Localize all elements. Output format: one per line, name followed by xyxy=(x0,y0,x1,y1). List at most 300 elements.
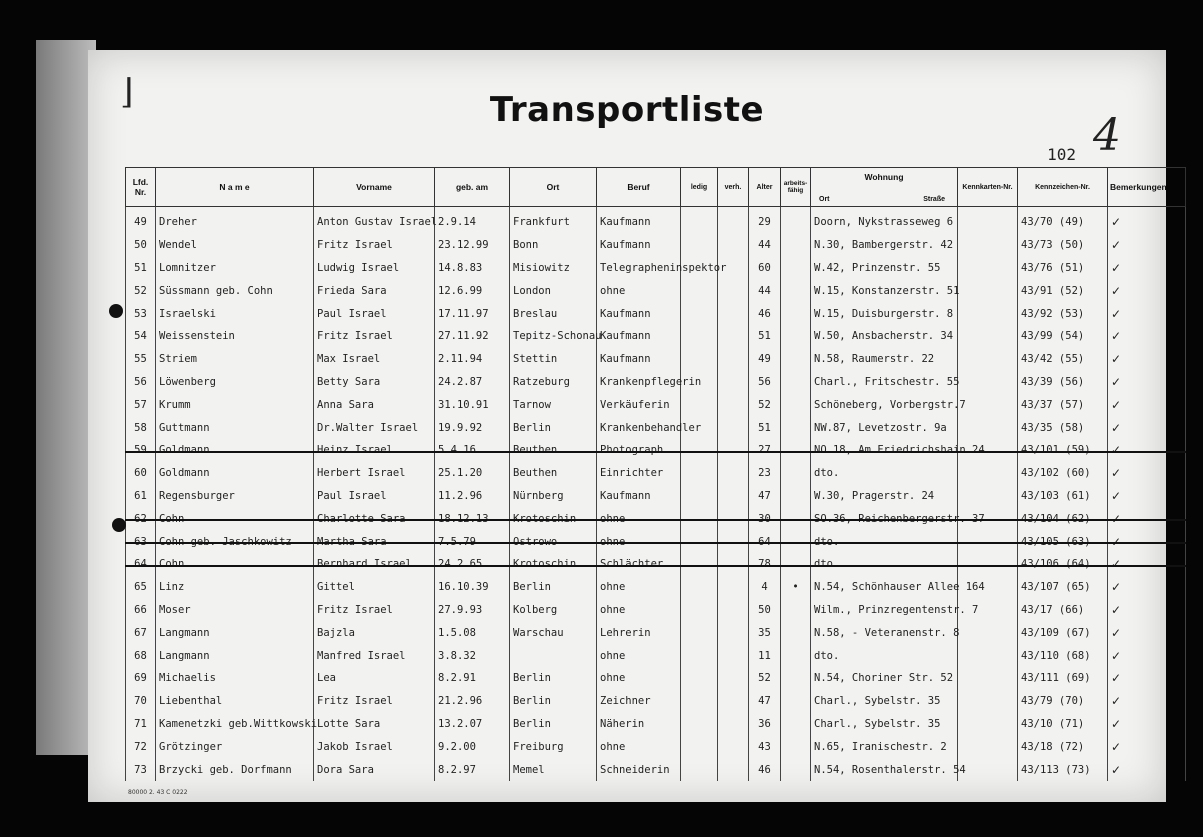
row-alter: 4 xyxy=(749,576,781,599)
row-ort: Nürnberg xyxy=(510,485,597,508)
row-vorname: Bajzla xyxy=(314,621,435,644)
row-beruf: Kaufmann xyxy=(597,234,681,257)
row-arbeitsfaehig xyxy=(781,279,811,302)
row-arbeitsfaehig xyxy=(781,207,811,234)
checkmark-icon: ✓ xyxy=(1111,694,1122,709)
row-bemerkung xyxy=(1108,690,1186,713)
row-ort: Bonn xyxy=(510,234,597,257)
row-arbeitsfaehig xyxy=(781,713,811,736)
row-wohnung: N.54, Schönhauser Allee 164 xyxy=(811,576,958,599)
row-vorname: Heinz Israel xyxy=(314,439,435,462)
row-kennzeichen: 43/79 (70) xyxy=(1018,690,1108,713)
table-row xyxy=(126,302,1186,325)
row-kennzeichen: 43/76 (51) xyxy=(1018,257,1108,280)
row-kennzeichen: 43/111 (69) xyxy=(1018,667,1108,690)
row-kennzeichen: 43/18 (72) xyxy=(1018,735,1108,758)
row-kennzeichen: 43/101 (59) xyxy=(1018,439,1108,462)
row-ort: Berlin xyxy=(510,667,597,690)
row-nr: 65 xyxy=(126,576,156,599)
row-beruf: Krankenbehandler xyxy=(597,416,681,439)
row-kennkarten xyxy=(958,348,1018,371)
row-geb-am: 9.2.00 xyxy=(435,735,510,758)
row-kennkarten xyxy=(958,325,1018,348)
row-vorname: Anton Gustav Israel xyxy=(314,207,435,234)
table-header-row xyxy=(126,168,1186,207)
checkmark-icon: ✓ xyxy=(1111,397,1122,412)
checkmark-icon: ✓ xyxy=(1111,374,1122,389)
row-beruf: Zeichner xyxy=(597,690,681,713)
row-bemerkung xyxy=(1108,416,1186,439)
header-wohnung-strasse: Straße xyxy=(923,196,945,203)
punch-hole xyxy=(109,304,123,318)
checkmark-icon: ✓ xyxy=(1111,671,1122,686)
row-nr: 68 xyxy=(126,644,156,667)
row-verh xyxy=(718,758,749,781)
row-geb-am: 17.11.97 xyxy=(435,302,510,325)
row-bemerkung xyxy=(1108,279,1186,302)
row-verh xyxy=(718,439,749,462)
row-name: Grötzinger xyxy=(156,735,314,758)
row-alter: 36 xyxy=(749,713,781,736)
header-lfd-nr: Lfd. Nr. xyxy=(126,168,156,207)
row-bemerkung xyxy=(1108,257,1186,280)
row-ort: Tepitz-Schonau xyxy=(510,325,597,348)
header-ort: Ort xyxy=(510,168,597,207)
row-wohnung: N.65, Iranischestr. 2 xyxy=(811,735,958,758)
row-arbeitsfaehig xyxy=(781,234,811,257)
row-kennkarten xyxy=(958,207,1018,234)
row-beruf: ohne xyxy=(597,599,681,622)
header-verh: verh. xyxy=(718,168,749,207)
table-row xyxy=(126,371,1186,394)
row-beruf: ohne xyxy=(597,735,681,758)
row-arbeitsfaehig xyxy=(781,485,811,508)
table-row xyxy=(126,507,1186,530)
table-row xyxy=(126,348,1186,371)
row-geb-am: 5.4.16 xyxy=(435,439,510,462)
row-kennkarten xyxy=(958,644,1018,667)
row-nr: 63 xyxy=(126,530,156,553)
document-page xyxy=(88,50,1166,802)
row-name: Linz xyxy=(156,576,314,599)
row-bemerkung xyxy=(1108,325,1186,348)
row-vorname: Lea xyxy=(314,667,435,690)
row-kennkarten xyxy=(958,553,1018,576)
row-alter: 51 xyxy=(749,325,781,348)
row-vorname: Frieda Sara xyxy=(314,279,435,302)
row-ort: Krotoschin xyxy=(510,507,597,530)
row-bemerkung xyxy=(1108,507,1186,530)
row-alter: 60 xyxy=(749,257,781,280)
row-wohnung: N.54, Rosenthalerstr. 54 xyxy=(811,758,958,781)
row-geb-am: 27.9.93 xyxy=(435,599,510,622)
row-name: Brzycki geb. Dorfmann xyxy=(156,758,314,781)
row-kennzeichen: 43/37 (57) xyxy=(1018,393,1108,416)
row-ledig xyxy=(681,462,718,485)
row-ledig xyxy=(681,690,718,713)
row-bemerkung xyxy=(1108,553,1186,576)
row-name: Süssmann geb. Cohn xyxy=(156,279,314,302)
header-name: N a m e xyxy=(156,168,314,207)
row-ort: Breslau xyxy=(510,302,597,325)
row-vorname: Fritz Israel xyxy=(314,690,435,713)
row-vorname: Jakob Israel xyxy=(314,735,435,758)
row-alter: 47 xyxy=(749,690,781,713)
row-kennkarten xyxy=(958,302,1018,325)
row-ort: London xyxy=(510,279,597,302)
row-ledig xyxy=(681,393,718,416)
row-geb-am: 12.6.99 xyxy=(435,279,510,302)
row-verh xyxy=(718,576,749,599)
row-beruf: Kaufmann xyxy=(597,302,681,325)
row-vorname: Paul Israel xyxy=(314,485,435,508)
row-nr: 54 xyxy=(126,325,156,348)
row-ledig xyxy=(681,599,718,622)
row-ledig xyxy=(681,576,718,599)
row-kennzeichen: 43/35 (58) xyxy=(1018,416,1108,439)
row-bemerkung xyxy=(1108,713,1186,736)
row-bemerkung xyxy=(1108,439,1186,462)
checkmark-icon: ✓ xyxy=(1111,580,1122,595)
row-verh xyxy=(718,507,749,530)
table-row xyxy=(126,234,1186,257)
row-nr: 69 xyxy=(126,667,156,690)
checkmark-icon: ✓ xyxy=(1111,466,1122,481)
row-arbeitsfaehig xyxy=(781,644,811,667)
row-ledig xyxy=(681,485,718,508)
row-name: Guttmann xyxy=(156,416,314,439)
row-bemerkung xyxy=(1108,667,1186,690)
row-wohnung: NO.18, Am Friedrichshain 24 xyxy=(811,439,958,462)
row-wohnung: Schöneberg, Vorbergstr.7 xyxy=(811,393,958,416)
row-name: Cohn xyxy=(156,553,314,576)
row-bemerkung xyxy=(1108,393,1186,416)
row-vorname: Gittel xyxy=(314,576,435,599)
row-ledig xyxy=(681,207,718,234)
row-nr: 71 xyxy=(126,713,156,736)
row-wohnung: N.58, Raumerstr. 22 xyxy=(811,348,958,371)
row-kennzeichen: 43/91 (52) xyxy=(1018,279,1108,302)
header-arbeitsfaehig: arbeits-fähig xyxy=(781,168,811,207)
table-row xyxy=(126,439,1186,462)
row-beruf: Krankenpflegerin xyxy=(597,371,681,394)
row-alter: 43 xyxy=(749,735,781,758)
row-name: Weissenstein xyxy=(156,325,314,348)
table-row xyxy=(126,667,1186,690)
row-verh xyxy=(718,644,749,667)
row-ledig xyxy=(681,234,718,257)
row-geb-am: 24.2.65 xyxy=(435,553,510,576)
table-row xyxy=(126,690,1186,713)
row-alter: 51 xyxy=(749,416,781,439)
row-alter: 30 xyxy=(749,507,781,530)
row-kennzeichen: 43/99 (54) xyxy=(1018,325,1108,348)
row-bemerkung xyxy=(1108,599,1186,622)
row-alter: 23 xyxy=(749,462,781,485)
page-number: 102 xyxy=(1047,145,1076,164)
row-verh xyxy=(718,485,749,508)
row-kennzeichen: 43/110 (68) xyxy=(1018,644,1108,667)
row-ort: Beuthen xyxy=(510,462,597,485)
row-wohnung: W.15, Duisburgerstr. 8 xyxy=(811,302,958,325)
row-verh xyxy=(718,713,749,736)
row-nr: 67 xyxy=(126,621,156,644)
row-wohnung: dto. xyxy=(811,462,958,485)
row-kennkarten xyxy=(958,530,1018,553)
row-verh xyxy=(718,530,749,553)
row-alter: 35 xyxy=(749,621,781,644)
row-arbeitsfaehig xyxy=(781,507,811,530)
row-arbeitsfaehig xyxy=(781,348,811,371)
row-arbeitsfaehig xyxy=(781,553,811,576)
row-verh xyxy=(718,207,749,234)
row-ledig xyxy=(681,530,718,553)
row-kennzeichen: 43/103 (61) xyxy=(1018,485,1108,508)
row-vorname: Fritz Israel xyxy=(314,599,435,622)
header-wohnung-ort: Ort xyxy=(819,196,830,203)
row-arbeitsfaehig xyxy=(781,462,811,485)
checkmark-icon: ✓ xyxy=(1111,602,1122,617)
row-arbeitsfaehig xyxy=(781,257,811,280)
row-verh xyxy=(718,371,749,394)
row-kennzeichen: 43/70 (49) xyxy=(1018,207,1108,234)
row-vorname: Bernhard Israel xyxy=(314,553,435,576)
row-kennkarten xyxy=(958,371,1018,394)
row-vorname: Fritz Israel xyxy=(314,234,435,257)
row-beruf: ohne xyxy=(597,644,681,667)
row-ort: Ratzeburg xyxy=(510,371,597,394)
row-ort: Krotoschin xyxy=(510,553,597,576)
row-nr: 66 xyxy=(126,599,156,622)
row-ort: Kolberg xyxy=(510,599,597,622)
row-name: Israelski xyxy=(156,302,314,325)
table-row xyxy=(126,393,1186,416)
row-name: Moser xyxy=(156,599,314,622)
row-geb-am: 25.1.20 xyxy=(435,462,510,485)
row-ledig xyxy=(681,621,718,644)
row-beruf: Schneiderin xyxy=(597,758,681,781)
row-kennzeichen: 43/102 (60) xyxy=(1018,462,1108,485)
row-bemerkung xyxy=(1108,576,1186,599)
row-ort: Misiowitz xyxy=(510,257,597,280)
row-arbeitsfaehig xyxy=(781,735,811,758)
row-arbeitsfaehig xyxy=(781,325,811,348)
row-arbeitsfaehig xyxy=(781,371,811,394)
row-nr: 59 xyxy=(126,439,156,462)
row-vorname: Fritz Israel xyxy=(314,325,435,348)
table-row xyxy=(126,735,1186,758)
row-nr: 52 xyxy=(126,279,156,302)
row-ledig xyxy=(681,758,718,781)
row-nr: 56 xyxy=(126,371,156,394)
row-vorname: Dora Sara xyxy=(314,758,435,781)
row-kennkarten xyxy=(958,234,1018,257)
row-arbeitsfaehig xyxy=(781,302,811,325)
row-ledig xyxy=(681,735,718,758)
row-geb-am: 3.8.32 xyxy=(435,644,510,667)
row-vorname: Betty Sara xyxy=(314,371,435,394)
header-vorname: Vorname xyxy=(314,168,435,207)
row-wohnung: N.58, - Veteranenstr. 8 xyxy=(811,621,958,644)
row-ledig xyxy=(681,667,718,690)
row-vorname: Herbert Israel xyxy=(314,462,435,485)
row-wohnung: W.15, Konstanzerstr. 51 xyxy=(811,279,958,302)
header-alter: Alter xyxy=(749,168,781,207)
header-geb-am: geb. am xyxy=(435,168,510,207)
row-vorname: Dr.Walter Israel xyxy=(314,416,435,439)
row-wohnung: SO.36, Reichenbergerstr. 37 xyxy=(811,507,958,530)
row-beruf: Schlächter xyxy=(597,553,681,576)
margin-mark: ⌋ xyxy=(120,72,134,112)
document-title: Transportliste xyxy=(489,90,765,130)
row-wohnung: Charl., Fritschestr. 55 xyxy=(811,371,958,394)
row-name: Cohn geb. Jaschkowitz xyxy=(156,530,314,553)
row-geb-am: 18.12.13 xyxy=(435,507,510,530)
row-name: Krumm xyxy=(156,393,314,416)
header-kennkarten-nr: Kennkarten-Nr. xyxy=(958,168,1018,207)
checkmark-icon: ✓ xyxy=(1111,511,1122,526)
row-name: Wendel xyxy=(156,234,314,257)
row-bemerkung xyxy=(1108,735,1186,758)
row-ort: Berlin xyxy=(510,713,597,736)
row-verh xyxy=(718,348,749,371)
row-verh xyxy=(718,234,749,257)
row-name: Langmann xyxy=(156,621,314,644)
table-row xyxy=(126,279,1186,302)
row-verh xyxy=(718,393,749,416)
row-geb-am: 11.2.96 xyxy=(435,485,510,508)
row-vorname: Charlotte Sara xyxy=(314,507,435,530)
row-beruf: ohne xyxy=(597,530,681,553)
checkmark-icon: ✓ xyxy=(1111,488,1122,503)
row-beruf: Lehrerin xyxy=(597,621,681,644)
row-name: Striem xyxy=(156,348,314,371)
header-wohnung xyxy=(811,168,958,207)
row-alter: 56 xyxy=(749,371,781,394)
row-wohnung: dto. xyxy=(811,644,958,667)
checkmark-icon: ✓ xyxy=(1111,283,1122,298)
row-ledig xyxy=(681,553,718,576)
transport-list-table xyxy=(125,167,1186,781)
table-row xyxy=(126,530,1186,553)
row-verh xyxy=(718,621,749,644)
row-ledig xyxy=(681,507,718,530)
row-kennzeichen: 43/113 (73) xyxy=(1018,758,1108,781)
row-alter: 44 xyxy=(749,279,781,302)
row-beruf: ohne xyxy=(597,667,681,690)
row-vorname: Ludwig Israel xyxy=(314,257,435,280)
row-geb-am: 8.2.97 xyxy=(435,758,510,781)
row-alter: 47 xyxy=(749,485,781,508)
row-geb-am: 14.8.83 xyxy=(435,257,510,280)
row-alter: 29 xyxy=(749,207,781,234)
checkmark-icon: ✓ xyxy=(1111,329,1122,344)
table-row xyxy=(126,207,1186,234)
checkmark-icon: ✓ xyxy=(1111,739,1122,754)
row-name: Lomnitzer xyxy=(156,257,314,280)
row-nr: 53 xyxy=(126,302,156,325)
row-nr: 61 xyxy=(126,485,156,508)
row-kennkarten xyxy=(958,690,1018,713)
row-name: Regensburger xyxy=(156,485,314,508)
row-beruf: Telegrapheninspektor xyxy=(597,257,681,280)
row-bemerkung xyxy=(1108,644,1186,667)
row-kennzeichen: 43/92 (53) xyxy=(1018,302,1108,325)
table-row xyxy=(126,485,1186,508)
row-name: Dreher xyxy=(156,207,314,234)
row-name: Cohn xyxy=(156,507,314,530)
row-alter: 52 xyxy=(749,393,781,416)
row-nr: 62 xyxy=(126,507,156,530)
table-row xyxy=(126,325,1186,348)
row-nr: 49 xyxy=(126,207,156,234)
row-name: Löwenberg xyxy=(156,371,314,394)
row-wohnung: Doorn, Nykstrasseweg 6 xyxy=(811,207,958,234)
row-kennzeichen: 43/42 (55) xyxy=(1018,348,1108,371)
punch-hole xyxy=(112,518,126,532)
row-kennkarten xyxy=(958,621,1018,644)
row-verh xyxy=(718,735,749,758)
row-alter: 49 xyxy=(749,348,781,371)
row-vorname: Anna Sara xyxy=(314,393,435,416)
row-name: Michaelis xyxy=(156,667,314,690)
row-kennkarten xyxy=(958,416,1018,439)
row-kennzeichen: 43/104 (62) xyxy=(1018,507,1108,530)
row-bemerkung xyxy=(1108,758,1186,781)
row-name: Goldmann xyxy=(156,439,314,462)
table-row xyxy=(126,599,1186,622)
row-kennzeichen: 43/106 (64) xyxy=(1018,553,1108,576)
row-beruf: Näherin xyxy=(597,713,681,736)
row-bemerkung xyxy=(1108,207,1186,234)
header-bemerkungen: Bemerkungen xyxy=(1108,168,1186,207)
row-beruf: Verkäuferin xyxy=(597,393,681,416)
row-beruf: Kaufmann xyxy=(597,485,681,508)
row-nr: 64 xyxy=(126,553,156,576)
row-bemerkung xyxy=(1108,302,1186,325)
row-alter: 27 xyxy=(749,439,781,462)
row-ort: Memel xyxy=(510,758,597,781)
row-ort: Warschau xyxy=(510,621,597,644)
row-ledig xyxy=(681,644,718,667)
row-kennkarten xyxy=(958,667,1018,690)
header-beruf: Beruf xyxy=(597,168,681,207)
back-sheet xyxy=(36,40,96,755)
table-row xyxy=(126,576,1186,599)
row-ort: Tarnow xyxy=(510,393,597,416)
table-row xyxy=(126,257,1186,280)
table-body xyxy=(126,207,1186,781)
row-arbeitsfaehig xyxy=(781,393,811,416)
row-beruf: ohne xyxy=(597,576,681,599)
row-kennkarten xyxy=(958,485,1018,508)
row-geb-am: 21.2.96 xyxy=(435,690,510,713)
checkmark-icon: ✓ xyxy=(1111,443,1122,458)
row-alter: 46 xyxy=(749,302,781,325)
table-row xyxy=(126,462,1186,485)
checkmark-icon: ✓ xyxy=(1111,352,1122,367)
row-alter: 46 xyxy=(749,758,781,781)
row-bemerkung xyxy=(1108,348,1186,371)
row-ort: Freiburg xyxy=(510,735,597,758)
row-wohnung: Wilm., Prinzregentenstr. 7 xyxy=(811,599,958,622)
row-alter: 64 xyxy=(749,530,781,553)
checkmark-icon: ✓ xyxy=(1111,238,1122,253)
checkmark-icon: ✓ xyxy=(1111,648,1122,663)
row-ort: Berlin xyxy=(510,416,597,439)
row-kennkarten xyxy=(958,462,1018,485)
row-wohnung: W.30, Pragerstr. 24 xyxy=(811,485,958,508)
